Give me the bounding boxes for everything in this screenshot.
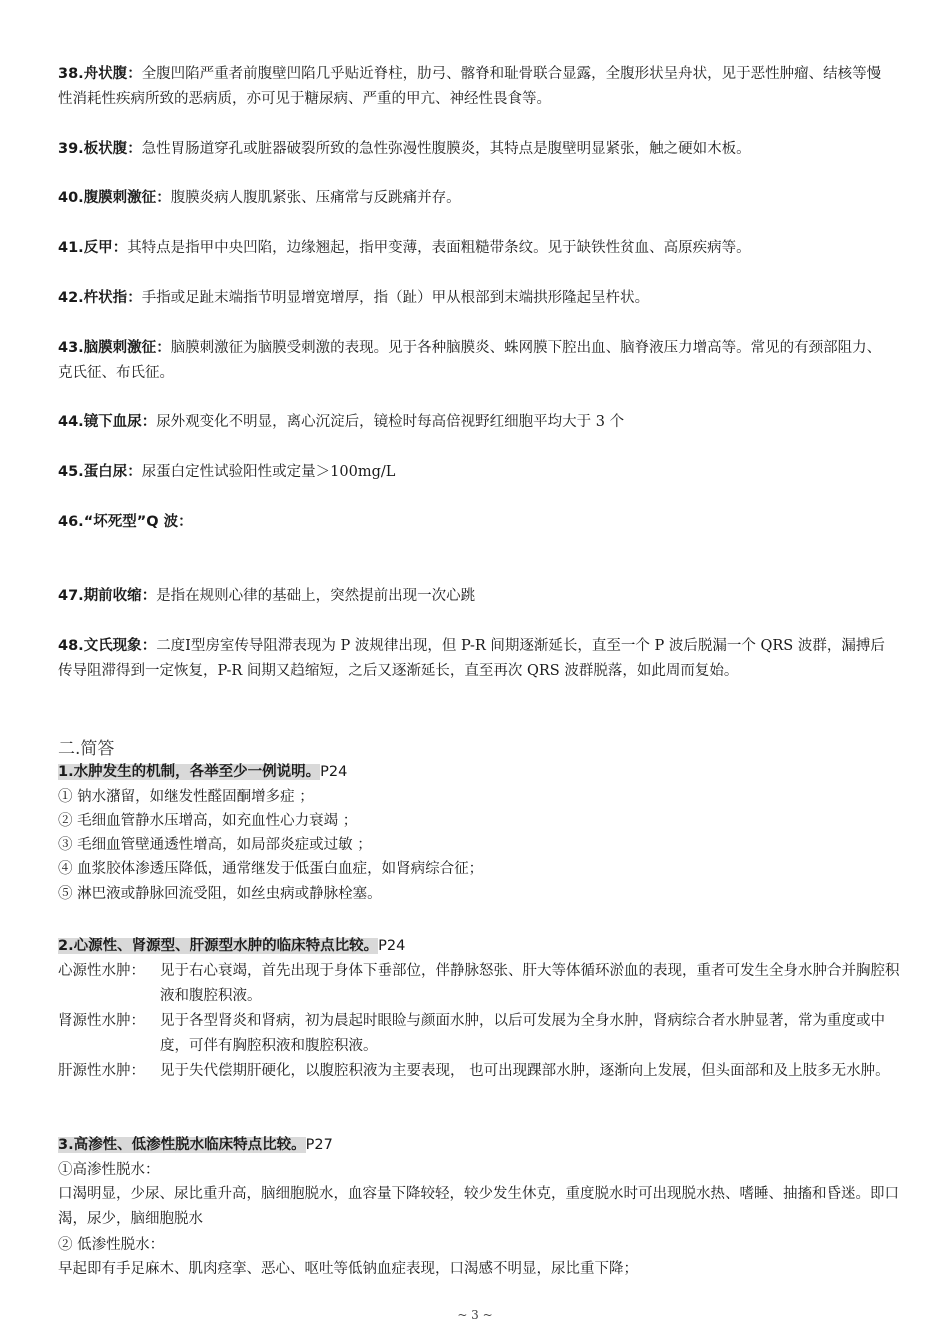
definition-term: 舟状腹 [83,66,128,82]
subheading-hypertonic: ①高渗性脱水： [58,1162,160,1178]
definition-text: 全腹凹陷严重者前腹壁凹陷几乎贴近脊柱，肋弓、髂脊和耻骨联合显露，全腹形状呈舟状，见于恶性肿瘤、结核等慢性消耗性疾病所致的恶病质，亦可见于糖尿病、严重的甲亢、神经性畏食等。 [58,66,882,107]
row-text: 见于各型肾炎和肾病，初为晨起时眼睑与颜面水肿，以后可发展为全身水肿，肾病综合者水肿显著，常为重度或中度，可伴有胸腔积液和腹腔积液。 [160,1013,885,1054]
row-label: 肝源性水肿： [58,1063,145,1079]
definition-number: 44. [58,414,84,430]
definition-term: “坏死型”Q 波 [83,514,179,530]
edema-row-hepatic [58,1059,908,1109]
definition-text: 尿蛋白定性试验阳性或定量＞100mg/L [141,464,396,480]
definition-39: 39.板状腹：急性胃肠道穿孔或脏器破裂所致的急性弥漫性腹膜炎，其特点是腹壁明显紧张，触之硬如木板。 [58,141,751,157]
definition-44: 44.镜下血尿：尿外观变化不明显，离心沉淀后，镜检时每高倍视野红细胞平均大于 3 个 [58,414,625,430]
definition-text: 是指在规则心律的基础上，突然提前出现一次心跳 [156,588,476,604]
page-reference: P24 [378,938,406,954]
definition-text: 手指或足趾末端指节明显增宽增厚，指（趾）甲从根部到末端拱形隆起呈杵状。 [141,290,650,306]
list-item: ⑤ 淋巴液或静脉回流受阻，如丝虫病或静脉栓塞。 [58,886,382,902]
subheading-hypotonic: ② 低渗性脱水： [58,1237,165,1253]
question-title-text: 1.水肿发生的机制，各举至少一例说明。 [58,764,321,780]
edema-row-renal [58,1009,908,1059]
definition-number: 48. [58,638,84,654]
edema-row-cardiac [58,959,908,1009]
page-number: ~ 3 ~ [457,1308,493,1322]
definition-42: 42.杵状指：手指或足趾末端指节明显增宽增厚，指（趾）甲从根部到末端拱形隆起呈杵状。 [58,290,650,306]
row-label: 心源性水肿： [58,963,145,979]
definition-text: 二度Ⅰ型房室传导阻滞表现为 P 波规律出现，但 P-R 间期逐渐延长，直至一个 P 波后脱漏一个 QRS 波群，漏搏后传导阻滞得到一定恢复，P-R 间期又趋缩短，之后又逐渐延长，直至再次 QRS 波群脱落，如此周而复始。 [58,638,885,679]
row-label: 肾源性水肿： [58,1013,145,1029]
paragraph-hypotonic: 早起即有手足麻木、肌肉痉挛、恶心、呕吐等低钠血症表现，口渴感不明显，尿比重下降； [58,1261,638,1277]
list-item: ③ 毛细血管壁通透性增高，如局部炎症或过敏 ； [58,837,372,853]
list-item: ② 毛细血管静水压增高，如充血性心力衰竭 ； [58,813,358,829]
definition-text: 尿外观变化不明显，离心沉淀后，镜检时每高倍视野红细胞平均大于 3 个 [156,414,625,430]
definition-term: 脑膜刺激征 [83,340,157,356]
paragraph-hypertonic: 口渴明显，少尿、尿比重升高，脑细胞脱水，血容量下降较轻，较少发生休克，重度脱水时可出现脱水热、嗜睡、抽搐和昏迷。即口渴，尿少，脑细胞脱水 [58,1186,899,1227]
section-title: 二.简答 [58,739,115,759]
row-text: 见于右心衰竭，首先出现于身体下垂部位，伴静脉怒张、肝大等体循环淤血的表现，重者可发生全身水肿合并胸腔积液和腹腔积液。 [160,963,900,1004]
definition-term: 板状腹 [83,141,128,157]
definition-text: 腹膜炎病人腹肌紧张、压痛常与反跳痛并存。 [170,190,461,206]
definition-number: 47. [58,588,84,604]
definition-47: 47.期前收缩：是指在规则心律的基础上，突然提前出现一次心跳 [58,588,476,604]
definition-text: 脑膜刺激征为脑膜受刺激的表现。见于各种脑膜炎、蛛网膜下腔出血、脑脊液压力增高等。常见的有颈部阻力、克氏征、布氏征。 [58,340,882,381]
definition-45: 45.蛋白尿：尿蛋白定性试验阳性或定量＞100mg/L [58,464,396,480]
definition-term: 蛋白尿 [83,464,128,480]
definition-term: 腹膜刺激征 [83,190,157,206]
definition-43: 43.脑膜刺激征：脑膜刺激征为脑膜受刺激的表现。见于各种脑膜炎、蛛网膜下腔出血、脑脊液压力增高等。常见的有颈部阻力、克氏征、布氏征。 [58,340,882,381]
definition-term: 杵状指 [83,290,128,306]
definition-number: 45. [58,464,84,480]
definition-41: 41.反甲：其特点是指甲中央凹陷，边缘翘起，指甲变薄，表面粗糙带条纹。见于缺铁性贫血、高原疾病等。 [58,240,751,256]
question-2-title [58,935,405,957]
definition-48: 48.文氏现象：二度Ⅰ型房室传导阻滞表现为 P 波规律出现，但 P-R 间期逐渐延长，直至一个 P 波后脱漏一个 QRS 波群，漏搏后传导阻滞得到一定恢复，P-R 间期又趋缩短，之后又逐渐延长，直至再次 QRS 波群脱落，如此周而复始。 [58,638,885,679]
definition-number: 39. [58,141,84,157]
definition-term: 文氏现象 [83,638,142,654]
question-3-title [58,1134,333,1156]
definition-number: 40. [58,190,84,206]
definition-46: 46.“坏死型”Q 波： [58,514,193,530]
definition-number: 43. [58,340,84,356]
definition-number: 46. [58,514,84,530]
question-1-title [58,761,347,783]
page-reference: P24 [320,764,348,780]
definition-number: 38. [58,66,84,82]
definition-number: 41. [58,240,84,256]
definition-term: 反甲 [83,240,113,256]
list-item: ④ 血浆胶体渗透压降低，通常继发于低蛋白血症，如肾病综合征； [58,861,484,877]
question-title-text: 3.高渗性、低渗性脱水临床特点比较。 [58,1137,306,1153]
definition-text: 其特点是指甲中央凹陷，边缘翘起，指甲变薄，表面粗糙带条纹。见于缺铁性贫血、高原疾病等。 [127,240,751,256]
question-title-text: 2.心源性、肾源型、肝源型水肿的临床特点比较。 [58,938,379,954]
list-item: ① 钠水潴留，如继发性醛固酮增多症 ； [58,789,314,805]
definition-text: 急性胃肠道穿孔或脏器破裂所致的急性弥漫性腹膜炎，其特点是腹壁明显紧张，触之硬如木板。 [141,141,751,157]
definition-40: 40.腹膜刺激征：腹膜炎病人腹肌紧张、压痛常与反跳痛并存。 [58,190,461,206]
definition-38: 38.舟状腹：全腹凹陷严重者前腹壁凹陷几乎贴近脊柱，肋弓、髂脊和耻骨联合显露，全腹形状呈舟状，见于恶性肿瘤、结核等慢性消耗性疾病所致的恶病质，亦可见于糖尿病、严重的甲亢、神经性畏食等。 [58,66,882,107]
definition-term: 期前收缩 [83,588,142,604]
page-reference: P27 [305,1137,333,1153]
definition-term: 镜下血尿 [83,414,142,430]
definition-number: 42. [58,290,84,306]
row-text: 见于失代偿期肝硬化，以腹腔积液为主要表现， 也可出现踝部水肿，逐渐向上发展，但头面部和及上肢多无水肿。 [160,1063,890,1079]
